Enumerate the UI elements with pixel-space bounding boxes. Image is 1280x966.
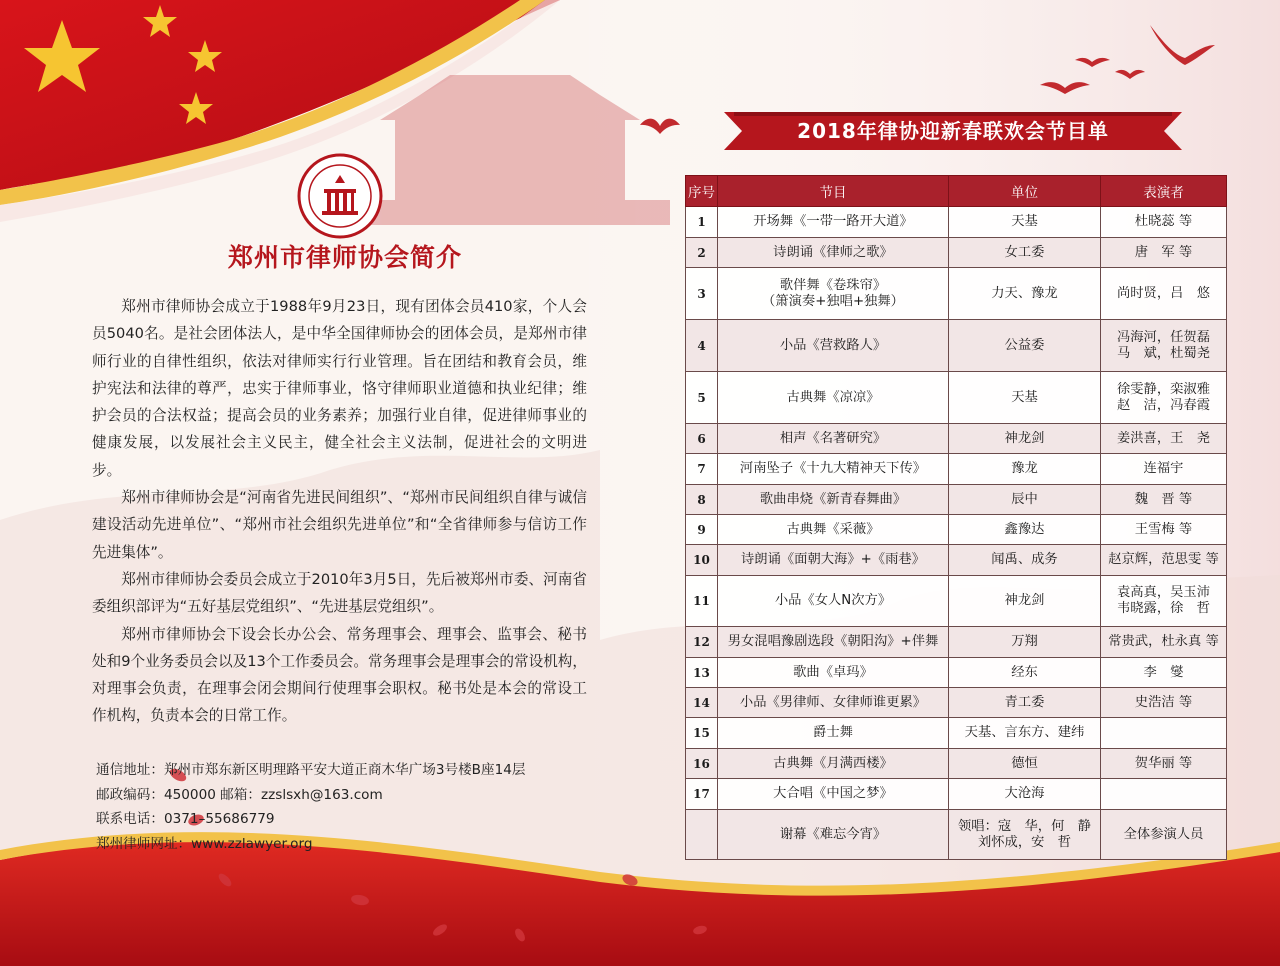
cell-performers bbox=[1101, 749, 1227, 779]
header-program: 节目 bbox=[718, 176, 949, 207]
table-row bbox=[686, 779, 1227, 810]
cell-program-line: （箫演奏+独唱+独舞） bbox=[762, 293, 904, 309]
cell-unit-line: 女工委 bbox=[1004, 244, 1045, 260]
cell-no: 12 bbox=[686, 627, 718, 658]
cell-no: 14 bbox=[686, 688, 718, 718]
cell-unit-line: 辰中 bbox=[1011, 491, 1038, 507]
table-row bbox=[686, 454, 1227, 485]
cell-no: 8 bbox=[686, 485, 718, 515]
cell-performers-line: 史浩洁 等 bbox=[1134, 694, 1193, 710]
cell-no: 13 bbox=[686, 658, 718, 688]
cell-program-line: 河南坠子《十九大精神天下传》 bbox=[739, 461, 927, 476]
cell-performers bbox=[1101, 688, 1227, 718]
intro-title: 郑州市律师协会简介 bbox=[227, 243, 462, 272]
cell-performers-line: 袁高真，吴玉沛 bbox=[1116, 585, 1211, 600]
cell-unit bbox=[949, 320, 1101, 372]
cell-performers bbox=[1101, 545, 1227, 576]
cell-performers bbox=[1101, 810, 1227, 860]
contact-postal-email: 邮政编码：450000 邮箱：zzslsxh@163.com bbox=[96, 786, 383, 803]
cell-unit bbox=[949, 424, 1101, 454]
cell-program-line: 歌曲《卓玛》 bbox=[793, 664, 873, 680]
table-row bbox=[686, 320, 1227, 372]
cell-performers bbox=[1101, 576, 1227, 627]
cell-program-line: 歌伴舞《卷珠帘》 bbox=[779, 277, 887, 293]
cell-program bbox=[718, 320, 949, 372]
cell-performers bbox=[1101, 627, 1227, 658]
cell-performers-line: 赵京辉，范思雯 等 bbox=[1108, 552, 1219, 567]
cell-performers-line: 常贵武，杜永真 等 bbox=[1108, 634, 1219, 649]
cell-unit-line: 万翔 bbox=[1011, 634, 1038, 649]
cell-unit bbox=[949, 627, 1101, 658]
table-row bbox=[686, 372, 1227, 424]
table-row bbox=[686, 485, 1227, 515]
table-row bbox=[686, 207, 1227, 238]
cell-program-line: 歌曲串烧《新青春舞曲》 bbox=[759, 491, 907, 507]
cell-unit bbox=[949, 688, 1101, 718]
cell-program-line: 小品《男律师、女律师谁更累》 bbox=[739, 694, 927, 710]
table-row bbox=[686, 424, 1227, 454]
cell-program bbox=[718, 688, 949, 718]
cell-performers-line: 赵 洁，冯春霞 bbox=[1116, 397, 1211, 413]
table-row bbox=[686, 749, 1227, 779]
cell-no: 16 bbox=[686, 749, 718, 779]
cell-no: 15 bbox=[686, 718, 718, 749]
table-header-row bbox=[686, 176, 1227, 207]
cell-performers-line: 韦晓露，徐 哲 bbox=[1116, 601, 1211, 616]
cell-program-line: 诗朗诵《面朝大海》+《雨巷》 bbox=[740, 552, 925, 567]
cell-performers bbox=[1101, 485, 1227, 515]
cell-program-line: 相声《名著研究》 bbox=[779, 430, 887, 446]
cell-no bbox=[686, 810, 718, 860]
cell-program bbox=[718, 454, 949, 485]
cell-performers bbox=[1101, 779, 1227, 810]
cell-program bbox=[718, 268, 949, 320]
cell-program bbox=[718, 424, 949, 454]
cell-performers bbox=[1101, 718, 1227, 749]
cell-unit-line: 豫龙 bbox=[1011, 461, 1038, 476]
header-no: 序号 bbox=[686, 176, 718, 207]
cell-no: 5 bbox=[686, 372, 718, 424]
header-unit: 单位 bbox=[949, 176, 1101, 207]
cell-program bbox=[718, 718, 949, 749]
cell-program-line: 爵士舞 bbox=[813, 725, 853, 740]
cell-performers-line: 马 斌，杜蜀尧 bbox=[1116, 345, 1211, 361]
cell-unit bbox=[949, 207, 1101, 238]
cell-no: 11 bbox=[686, 576, 718, 627]
table-row bbox=[686, 810, 1227, 860]
cell-program bbox=[718, 810, 949, 860]
cell-unit-line: 青工委 bbox=[1004, 694, 1045, 710]
contact-phone: 联系电话：0371–55686779 bbox=[96, 811, 275, 827]
cell-no: 10 bbox=[686, 545, 718, 576]
program-table bbox=[685, 175, 1227, 860]
cell-unit-line: 天基、言东方、建纬 bbox=[964, 725, 1085, 740]
association-emblem bbox=[297, 153, 383, 239]
cell-program bbox=[718, 238, 949, 268]
cell-unit bbox=[949, 515, 1101, 545]
table-row bbox=[686, 238, 1227, 268]
contact-address: 通信地址：郑州市郑东新区明理路平安大道正商木华广场3号楼B座14层 bbox=[96, 762, 526, 778]
cell-no: 17 bbox=[686, 779, 718, 810]
cell-performers bbox=[1101, 515, 1227, 545]
cell-performers bbox=[1101, 454, 1227, 485]
cell-unit bbox=[949, 454, 1101, 485]
cell-unit-line: 德恒 bbox=[1011, 755, 1038, 771]
cell-program-line: 古典舞《凉凉》 bbox=[786, 389, 880, 405]
table-row bbox=[686, 718, 1227, 749]
cell-no: 4 bbox=[686, 320, 718, 372]
cell-program-line: 古典舞《采薇》 bbox=[786, 521, 880, 537]
cell-program-line: 古典舞《月满西楼》 bbox=[773, 755, 893, 771]
contact-website: 郑州律师网址：www.zzlawyer.org bbox=[96, 835, 313, 852]
cell-unit-line: 领唱：寇 华，何 静 bbox=[958, 818, 1091, 834]
cell-unit-line: 天基 bbox=[1011, 389, 1038, 405]
cell-performers bbox=[1101, 207, 1227, 238]
cell-no: 1 bbox=[686, 207, 718, 238]
cell-no: 9 bbox=[686, 515, 718, 545]
cell-performers-line: 李 燮 bbox=[1143, 664, 1184, 680]
cell-unit-line: 公益委 bbox=[1004, 337, 1045, 353]
cell-program bbox=[718, 658, 949, 688]
cell-unit bbox=[949, 749, 1101, 779]
cell-unit bbox=[949, 268, 1101, 320]
cell-unit bbox=[949, 576, 1101, 627]
cell-program bbox=[718, 779, 949, 810]
cell-program bbox=[718, 485, 949, 515]
cell-unit-line: 大沧海 bbox=[1004, 786, 1045, 801]
cell-unit bbox=[949, 658, 1101, 688]
cell-program-line: 小品《女人N次方》 bbox=[774, 593, 892, 608]
cell-unit-line: 经东 bbox=[1011, 664, 1038, 680]
cell-performers-line: 徐雯静，栾淑雅 bbox=[1116, 381, 1211, 397]
cell-performers-line: 姜洪喜，王 尧 bbox=[1116, 430, 1211, 446]
cell-unit-line: 神龙剑 bbox=[1004, 593, 1045, 608]
table-row bbox=[686, 515, 1227, 545]
cell-program bbox=[718, 545, 949, 576]
cell-unit-line: 闻禹、成务 bbox=[991, 552, 1058, 567]
cell-program-line: 开场舞《一带一路开大道》 bbox=[753, 214, 913, 229]
cell-no: 3 bbox=[686, 268, 718, 320]
cell-performers-line: 全体参演人员 bbox=[1123, 826, 1204, 842]
table-row bbox=[686, 688, 1227, 718]
cell-program-line: 男女混唱豫剧选段《朝阳沟》+伴舞 bbox=[727, 634, 939, 649]
cell-performers-line: 魏 晋 等 bbox=[1134, 491, 1193, 507]
cell-program bbox=[718, 576, 949, 627]
cell-performers bbox=[1101, 320, 1227, 372]
cell-no: 2 bbox=[686, 238, 718, 268]
cell-unit bbox=[949, 779, 1101, 810]
cell-unit bbox=[949, 545, 1101, 576]
cell-performers-line: 连福宇 bbox=[1143, 461, 1184, 476]
cell-performers bbox=[1101, 658, 1227, 688]
cell-program bbox=[718, 207, 949, 238]
table-row bbox=[686, 576, 1227, 627]
cell-performers-line: 杜晓蕊 等 bbox=[1134, 214, 1193, 229]
cell-performers bbox=[1101, 268, 1227, 320]
cell-program bbox=[718, 749, 949, 779]
cell-unit-line: 鑫豫达 bbox=[1004, 521, 1045, 537]
cell-unit bbox=[949, 718, 1101, 749]
cell-unit bbox=[949, 372, 1101, 424]
table-row bbox=[686, 268, 1227, 320]
cell-unit bbox=[949, 810, 1101, 860]
intro-body bbox=[92, 293, 587, 730]
table-row bbox=[686, 658, 1227, 688]
cell-no: 7 bbox=[686, 454, 718, 485]
cell-unit bbox=[949, 238, 1101, 268]
cell-unit-line: 天基 bbox=[1011, 214, 1038, 229]
cell-program bbox=[718, 627, 949, 658]
table-row bbox=[686, 545, 1227, 576]
cell-performers-line: 唐 军 等 bbox=[1134, 244, 1193, 260]
intro-paragraph: 郑州市律师协会下设会长办公会、常务理事会、理事会、监事会、秘书处和9个业务委员会以及13个工作委员会。常务理事会是理事会的常设机构，对理事会负责，在理事会闭会期间行使理事会职权。秘书处是本会的常设工作机构，负责本会的日常工作。 bbox=[92, 625, 587, 725]
program-title: 2018年律协迎新春联欢会节目单 bbox=[797, 119, 1109, 143]
cell-program-line: 谢幕《难忘今宵》 bbox=[779, 826, 887, 842]
cell-performers bbox=[1101, 372, 1227, 424]
cell-program-line: 小品《营救路人》 bbox=[779, 337, 887, 353]
cell-performers-line: 冯海河，任贺磊 bbox=[1116, 329, 1211, 345]
cell-no: 6 bbox=[686, 424, 718, 454]
contact-info bbox=[96, 758, 596, 856]
cell-performers-line: 尚时贤，吕 悠 bbox=[1116, 285, 1211, 301]
cell-program bbox=[718, 515, 949, 545]
table-row bbox=[686, 627, 1227, 658]
cell-program bbox=[718, 372, 949, 424]
intro-paragraph: 郑州市律师协会委员会成立于2010年3月5日，先后被郑州市委、河南省委组织部评为“五好基层党组织”、“先进基层党组织”。 bbox=[92, 570, 587, 616]
cell-program-line: 诗朗诵《律师之歌》 bbox=[773, 244, 893, 260]
cell-program-line: 大合唱《中国之梦》 bbox=[773, 786, 893, 801]
cell-unit-line: 神龙剑 bbox=[1004, 430, 1045, 446]
header-performers: 表演者 bbox=[1101, 176, 1227, 207]
intro-paragraph: 郑州市律师协会是“河南省先进民间组织”、“郑州市民间组织自律与诚信建设活动先进单位”、“郑州市社会组织先进单位”和“全省律师参与信访工作先进集体”。 bbox=[92, 489, 587, 561]
cell-performers bbox=[1101, 238, 1227, 268]
cell-performers-line: 王雪梅 等 bbox=[1134, 521, 1193, 537]
cell-performers bbox=[1101, 424, 1227, 454]
cell-unit bbox=[949, 485, 1101, 515]
intro-paragraph: 郑州市律师协会成立于1988年9月23日，现有团体会员410家，个人会员5040名。是社会团体法人，是中华全国律师协会的团体会员，是郑州市律师行业的自律性组织，依法对律师实行行业管理。旨在团结和教育会员，维护宪法和法律的尊严，忠实于律师事业，恪守律师职业道德和执业纪律；维护会员的合法权益；提高会员的业务素养；加强行业自律，促进律师事业的健康发展，以发展社会主义民主，健全社会主义法制，促进社会的文明进步。 bbox=[92, 298, 587, 479]
cell-unit-line: 力天、豫龙 bbox=[991, 285, 1058, 301]
cell-unit-line: 刘怀成，安 哲 bbox=[977, 834, 1072, 850]
cell-performers-line: 贺华丽 等 bbox=[1134, 755, 1193, 771]
